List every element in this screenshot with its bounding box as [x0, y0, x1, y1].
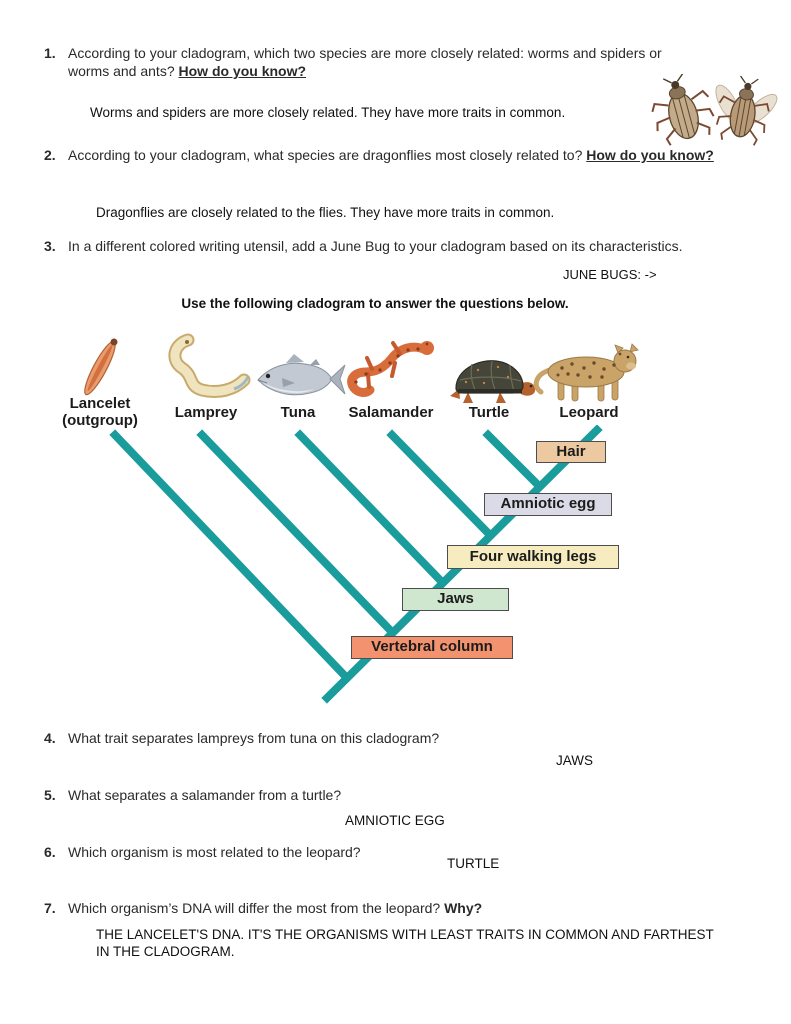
answer-4: JAWS [556, 753, 593, 768]
question-5-number: 5. [44, 787, 56, 803]
cladogram-tree [0, 425, 791, 715]
trait-box-vertebral-column: Vertebral column [351, 636, 513, 659]
cladogram-branch-lamprey [202, 435, 390, 630]
question-1 [44, 44, 704, 80]
question-1-text [68, 44, 704, 80]
taxon-label-turtle: Turtle [468, 404, 510, 421]
question-5-text: What separates a salamander from a turtle? [68, 787, 342, 803]
cladogram-branch-turtle [488, 435, 536, 483]
answer-5: AMNIOTIC EGG [345, 813, 445, 828]
cladogram-branch-salamander [392, 435, 487, 532]
question-2-number: 2. [44, 147, 56, 163]
answer-2: Dragonflies are closely related to the flies. They have more traits in common. [96, 205, 555, 220]
june-bug-illustration [638, 74, 788, 152]
question-7-emphasis: Why? [444, 900, 483, 916]
turtle-illustration [438, 350, 538, 408]
trait-box-amniotic-egg: Amniotic egg [484, 493, 612, 516]
trait-box-four-walking-legs: Four walking legs [447, 545, 619, 569]
question-2-text [68, 146, 756, 164]
trait-box-hair: Hair [536, 441, 606, 463]
cladogram-heading: Use the following cladogram to answer the questions below. [181, 296, 569, 311]
beetle-spread-wings [703, 74, 785, 149]
leopard-illustration [528, 340, 643, 408]
june-bugs-note: JUNE BUGS: -> [563, 267, 657, 282]
question-2 [44, 146, 756, 164]
question-7 [44, 899, 704, 917]
taxon-lancelet-name: Lancelet [69, 395, 131, 412]
question-2-emphasis: How do you know? [586, 147, 714, 163]
question-3-number: 3. [44, 238, 56, 254]
salamander-illustration [338, 332, 443, 407]
question-4 [44, 729, 704, 747]
question-5 [44, 786, 704, 804]
cladogram-branch-lancelet [115, 435, 345, 676]
question-4-text: What trait separates lampreys from tuna on this cladogram? [68, 730, 440, 746]
taxon-label-tuna: Tuna [280, 404, 316, 421]
question-6 [44, 843, 704, 861]
question-7-number: 7. [44, 900, 56, 916]
tuna-illustration [252, 352, 347, 407]
taxon-label-leopard: Leopard [559, 404, 619, 421]
lamprey-illustration [158, 330, 253, 405]
question-3-text: In a different colored writing utensil, add a June Bug to your cladogram based on its characteristics. [68, 238, 683, 254]
trait-box-jaws: Jaws [402, 588, 509, 611]
question-1-emphasis: How do you know? [178, 63, 307, 79]
question-7-text [68, 899, 704, 917]
lancelet-illustration [70, 330, 130, 402]
question-1-number: 1. [44, 45, 56, 61]
answer-1: Worms and spiders are more closely related. They have more traits in common. [90, 105, 566, 120]
answer-7: THE LANCELET'S DNA. IT'S THE ORGANISMS WITH LEAST TRAITS IN COMMON AND FARTHEST IN THE CLADOGRAM. [96, 927, 714, 959]
question-4-number: 4. [44, 730, 56, 746]
question-6-number: 6. [44, 844, 56, 860]
question-2-body: According to your cladogram, what species are dragonflies most closely related to? [68, 147, 587, 163]
question-3 [44, 237, 704, 255]
beetle-closed-wings [645, 74, 718, 148]
taxon-label-lamprey: Lamprey [174, 404, 238, 421]
taxon-label-salamander: Salamander [348, 404, 434, 421]
answer-6: TURTLE [447, 856, 500, 871]
question-6-text: Which organism is most related to the leopard? [68, 844, 361, 860]
question-7-body: Which organism’s DNA will differ the most from the leopard? [68, 900, 445, 916]
question-1-body: According to your cladogram, which two species are more closely related: worms and spiders or worms and ants? [68, 45, 662, 79]
taxon-lancelet-outgroup: (outgroup) [62, 411, 138, 429]
